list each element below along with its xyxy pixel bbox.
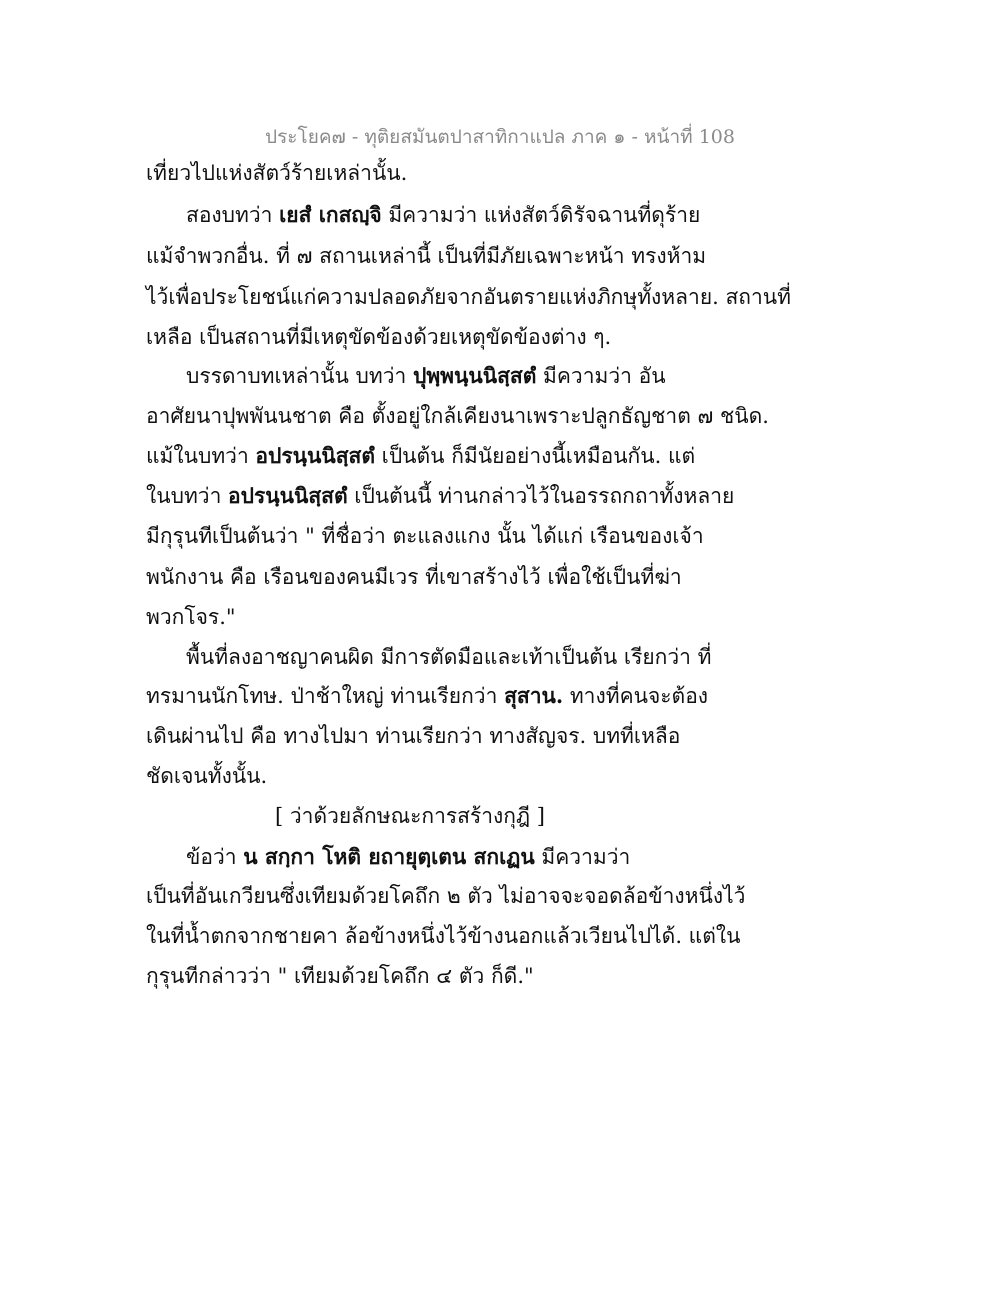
pali-term: สุสาน. [504, 683, 564, 708]
text-span: ทรมานนักโทษ. ป่าช้าใหญ่ ท่านเรียกว่า [146, 684, 505, 708]
pali-term: เยสํ เกสญฺจิ [279, 202, 382, 227]
text-span: บรรดาบทเหล่านั้น บทว่า [186, 364, 413, 388]
text-line: แม้จำพวกอื่น. ที่ ๗ สถานเหล่านี้ เป็นที่มีภัยเฉพาะหน้า ทรงห้าม [146, 244, 707, 268]
text-line [186, 842, 630, 872]
text-line [186, 200, 700, 230]
text-span: มีความว่า [534, 845, 631, 869]
text-line: ชัดเจนทั้งนั้น. [146, 764, 268, 788]
text-line [146, 441, 695, 471]
text-line: พนักงาน คือ เรือนของคนมีเวร ที่เขาสร้างไว้ เพื่อใช้เป็นที่ฆ่า [146, 565, 682, 589]
text-line: เป็นที่อันเกวียนซึ่งเทียมด้วยโคถึก ๒ ตัว ไม่อาจจะจอดล้อข้างหนึ่งไว้ [146, 884, 746, 908]
text-line: อาศัยนาปุพพันนชาต คือ ตั้งอยู่ใกล้เคียงนาเพราะปลูกธัญชาต ๗ ชนิด. [146, 404, 769, 428]
text-span: สองบทว่า [186, 203, 280, 227]
text-span: มีความว่า อัน [536, 364, 666, 388]
page-header: ประโยค๗ - ทุติยสมันตปาสาทิกาแปล ภาค ๑ - หน้าที่ 108 [265, 126, 735, 148]
text-span: ในบทว่า [146, 484, 229, 508]
section-heading: [ ว่าด้วยลักษณะการสร้างกุฎี ] [275, 804, 545, 828]
text-line: พวกโจร." [146, 605, 236, 629]
pali-term: อปรนฺนนิสฺสตํ [228, 483, 348, 508]
pali-term: น สกฺกา โหติ ยถายุตฺเตน สกเฏน [243, 844, 535, 869]
text-line [186, 361, 666, 391]
text-line: เดินผ่านไป คือ ทางไปมา ท่านเรียกว่า ทางสัญจร. บทที่เหลือ [146, 724, 681, 748]
text-line: ไว้เพื่อประโยชน์แก่ความปลอดภัยจากอันตรายแห่งภิกษุทั้งหลาย. สถานที่ [146, 285, 791, 309]
text-line: เที่ยวไปแห่งสัตว์ร้ายเหล่านั้น. [146, 161, 408, 185]
text-span: เป็นต้น ก็มีนัยอย่างนี้เหมือนกัน. แต่ [374, 444, 696, 468]
text-line: กุรุนทีกล่าวว่า " เทียมด้วยโคถึก ๔ ตัว ก็ดี." [146, 964, 534, 988]
text-line: ในที่น้ำตกจากชายคา ล้อข้างหนึ่งไว้ข้างนอกแล้วเวียนไปได้. แต่ใน [146, 924, 741, 948]
text-span: เป็นต้นนี้ ท่านกล่าวไว้ในอรรถกถาทั้งหลาย [347, 484, 735, 508]
text-span: แม้ในบทว่า [146, 444, 256, 468]
text-line: เหลือ เป็นสถานที่มีเหตุขัดข้องด้วยเหตุขัดข้องต่าง ๆ. [146, 325, 612, 349]
text-line [146, 681, 708, 711]
pali-term: ปุพฺพนฺนนิสฺสตํ [413, 363, 537, 388]
text-line: มีกุรุนทีเป็นต้นว่า " ที่ชื่อว่า ตะแลงแกง นั้น ได้แก่ เรือนของเจ้า [146, 524, 704, 548]
text-span: ข้อว่า [186, 845, 244, 869]
text-span: ทางที่คนจะต้อง [563, 684, 709, 708]
text-line [146, 481, 734, 511]
pali-term: อปรนฺนนิสฺสตํ [255, 443, 375, 468]
text-line: พื้นที่ลงอาชญาคนผิด มีการตัดมือและเท้าเป็นต้น เรียกว่า ที่ [186, 645, 712, 669]
text-span: มีความว่า แห่งสัตว์ดิรัจฉานที่ดุร้าย [381, 203, 701, 227]
